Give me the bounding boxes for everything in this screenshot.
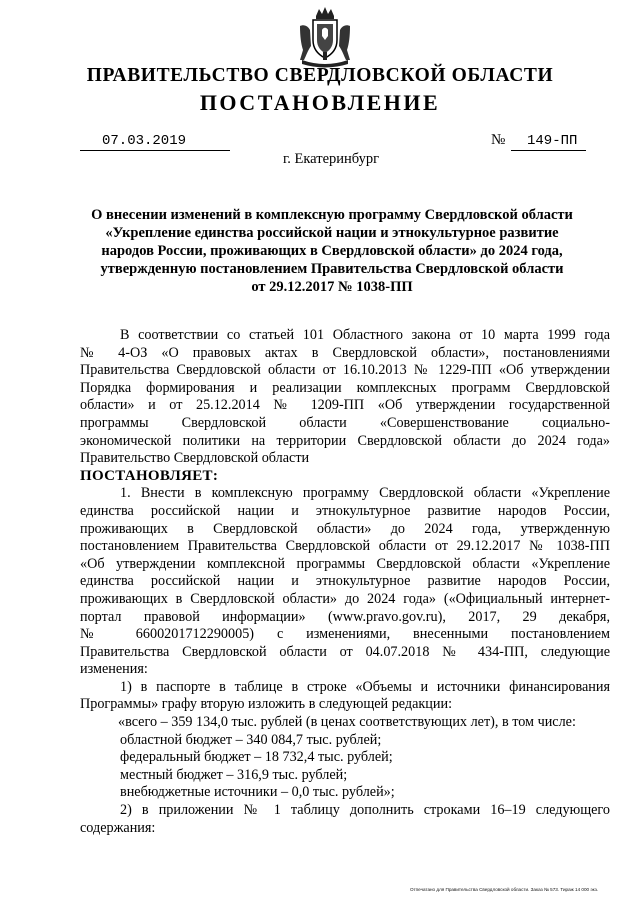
item-1-line: единства российской нации и этнокультурное развитие народов России,: [80, 502, 610, 519]
heading-line: утвержденную постановлением Правительства Свердловской области: [100, 261, 564, 277]
item-1-line: изменения:: [80, 661, 148, 678]
item-1-line: проживающих в Свердловской области» до 2024 года» («Официальный интернет-: [80, 590, 610, 607]
subitem-1-line: 1) в паспорте в таблице в строке «Объемы и источники финансирования: [120, 678, 610, 695]
preamble-line: области» и от 25.12.2014 № 1209-ПП «Об утверждении государственной: [80, 397, 610, 414]
heading-line: от 29.12.2017 № 1038-ПП: [251, 279, 413, 295]
subitem-1-line: Программы» графу вторую изложить в следующей редакции:: [80, 696, 453, 713]
item-1-line: «Об утверждении комплексной программы Свердловской области «Укрепление: [80, 555, 610, 572]
quote-line: областной бюджет – 340 084,7 тыс. рублей;: [120, 731, 382, 748]
government-title: ПРАВИТЕЛЬСТВО СВЕРДЛОВСКОЙ ОБЛАСТИ: [86, 65, 554, 86]
document-date: 07.03.2019: [80, 132, 230, 151]
resolves-heading: ПОСТАНОВЛЯЕТ:: [80, 467, 219, 484]
heading-line: народов России, проживающих в Свердловской области» до 2024 года,: [101, 243, 563, 259]
quote-line: федеральный бюджет – 18 732,4 тыс. рублей;: [120, 749, 393, 766]
item-1-line: Правительства Свердловской области от 04.07.2018 № 434-ПП, следующие: [80, 643, 610, 660]
preamble-line: Правительства Свердловской области от 16.10.2013 № 1229-ПП «Об утверждении: [80, 362, 610, 379]
item-1-line: портал правовой информации» (www.pravo.gov.ru), 2017, 29 декабря,: [80, 608, 610, 625]
city-label: г. Екатеринбург: [282, 151, 380, 167]
preamble-line: Порядка формирования и реализации комплексных программ Свердловской: [80, 379, 610, 396]
preamble-line: экономической политики на территории Свердловской области до 2024 года»: [80, 432, 610, 449]
subitem-2-line: 2) в приложении № 1 таблицу дополнить строками 16–19 следующего: [120, 802, 610, 819]
document-type-title: ПОСТАНОВЛЕНИЕ: [199, 90, 441, 115]
item-1-line: 1. Внести в комплексную программу Свердловской области «Укрепление: [120, 485, 610, 502]
heading-line: «Укрепление единства российской нации и этнокультурное развитие: [105, 225, 559, 241]
item-1-line: постановлением Правительства Свердловской области от 29.12.2017 № 1038-ПП: [80, 538, 610, 555]
subitem-2-line: содержания:: [80, 819, 156, 836]
quote-line: «всего – 359 134,0 тыс. рублей (в ценах соответствующих лет), в том числе:: [118, 714, 576, 731]
heading-line: О внесении изменений в комплексную программу Свердловской области: [91, 207, 573, 223]
preamble-line: № 4-ОЗ «О правовых актах в Свердловской области», постановлениями: [80, 344, 610, 361]
item-1-line: единства российской нации и этнокультурное развитие народов России,: [80, 573, 610, 590]
item-1-line: проживающих в Свердловской области» до 2024 года, утвержденную: [80, 520, 610, 537]
quote-line: местный бюджет – 316,9 тыс. рублей;: [120, 766, 348, 783]
quote-line: внебюджетные источники – 0,0 тыс. рублей»;: [120, 784, 395, 801]
item-1-line: № 6600201712290005) с изменениями, внесенными постановлением: [80, 626, 610, 643]
print-footer-note: Отпечатано для Правительства Свердловской области. Заказ № 573. Тираж 14 000 экз.: [410, 887, 599, 892]
preamble-line: программы Свердловской области «Совершенствование социально-: [80, 414, 610, 431]
preamble-line: Правительство Свердловской области: [80, 450, 310, 467]
preamble-line: В соответствии со статьей 101 Областного закона от 10 марта 1999 года: [120, 327, 610, 343]
document-number: 149-ПП: [511, 132, 586, 151]
document-heading: [60, 206, 604, 296]
document-body: [80, 327, 610, 837]
number-sign: №: [491, 132, 506, 148]
coat-of-arms-icon: [296, 6, 354, 68]
